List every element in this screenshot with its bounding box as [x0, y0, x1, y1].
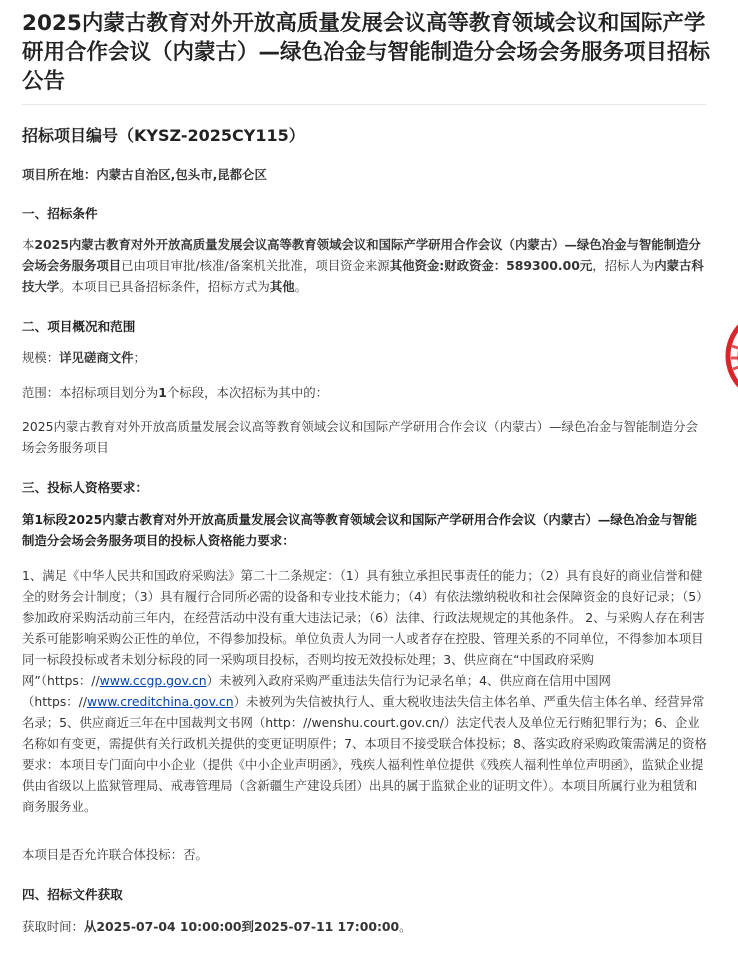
conditions-project-name: 2025内蒙古教育对外开放高质量发展会议高等教育领域会议和国际产学研用合作会议（内蒙古）—绿色冶金与智能制造分会场会务服务项目 — [22, 237, 701, 273]
section-heading-conditions: 一、招标条件 — [22, 206, 98, 221]
location-label: 项目所在地： — [22, 167, 97, 182]
announcement-page — [22, 0, 712, 934]
scope-prefix: 范围：本招标项目划分为 — [22, 385, 159, 400]
section-heading-documents: 四、招标文件获取 — [22, 887, 123, 902]
scale-label: 规模： — [22, 350, 60, 365]
time-end: 。 — [399, 919, 412, 934]
section-heading-qualifications: 三、投标人资格要求： — [22, 480, 148, 495]
location-value: 内蒙古自治区,包头市,昆都仑区 — [96, 167, 267, 182]
documents-time — [22, 916, 708, 937]
title-divider — [22, 104, 706, 105]
project-location — [22, 164, 708, 185]
red-seal-stamp-icon — [722, 306, 738, 406]
page-title: 2025内蒙古教育对外开放高质量发展会议高等教育领域会议和国际产学研用合作会议（内蒙古）—绿色冶金与智能制造分会场会务服务项目招标公告 — [22, 11, 711, 94]
scope-count: 1 — [158, 385, 167, 400]
scale-end: ； — [133, 350, 146, 365]
conditions-approval-text: 已由项目审批/核准/备案机关批准，项目资金来源 — [121, 258, 390, 273]
overview-scale — [22, 347, 708, 368]
conditions-prefix: 本 — [22, 237, 35, 252]
requirements-part-1: 1、满足《中华人民共和国政府采购法》第二十二条规定：（1）具有独立承担民事责任的能力；（2）具有良好的商业信誉和健全的财务会计制度；（3）具有履行合同所必需的设备和专业技术能力；（4）有依法缴纳税收和社会保障资金的良好记录；（5）参加政府采购活动前三年内，在经营活动中没有重大违法记录；（6）法律、行政法规规定的其他条件。 2、与采购人存在利害关系可能影响采购公正性的单位，不得参加投标。单位负责人为同一人或者存在控股、管理关系的不同单位，不得参加本项目同一标段投标或者未划分标段的同一采购项目投标，否则均按无效投标处理；3、供应商在“中国政府采购网”（https：// — [22, 568, 705, 688]
conditions-fund-source: 其他资金:财政资金：589300.00元 — [389, 258, 593, 273]
creditchina-link[interactable]: www.creditchina.gov.cn — [87, 694, 234, 709]
overview-scope — [22, 382, 708, 403]
consortium-note: 本项目是否允许联合体投标：否。 — [22, 847, 208, 862]
qualifications-subheading: 第1标段2025内蒙古教育对外开放高质量发展会议高等教育领域会议和国际产学研用合作会议（内蒙古）—绿色冶金与智能制造分会场会务服务项目的投标人资格能力要求： — [22, 512, 698, 548]
time-label: 获取时间： — [22, 919, 84, 934]
conditions-method-label: 。本项目已具备招标条件，招标方式为 — [59, 279, 270, 294]
conditions-method: 其他 — [269, 279, 295, 294]
ccgp-link[interactable]: www.ccgp.gov.cn — [99, 673, 207, 688]
qualifications-requirements — [22, 565, 708, 817]
conditions-end: 。 — [294, 279, 307, 294]
project-number: 招标项目编号（KYSZ-2025CY115） — [22, 126, 305, 145]
requirements-part-3: ）未被列为失信被执行人、重大税收违法失信主体名单、严重失信主体名单、经营异常名录；5、供应商近三年在中国裁判文书网（http：//wenshu.court.gov.cn/）法定代表人及单位无行贿犯罪行为；6、企业名称如有变更，需提供有关行政机关提供的变更证明原件；7、本项目不接受联合体投标；8、落实政府采购政策需满足的资格要求：本项目专门面向中小企业（提供《中小企业声明函》，残疾人福利性单位提供《残疾人福利性单位声明函》，监狱企业提供由省级以上监狱管理局、戒毒管理局（含新疆生产建设兵团）出具的属于监狱企业的证明文件）。本项目所属行业为租赁和商务服务业。 — [22, 694, 707, 814]
conditions-tenderer: 内蒙古科技大学 — [22, 258, 704, 294]
conditions-paragraph — [22, 234, 708, 297]
requirements-part-2: ）未被列入政府采购严重违法失信行为记录名单；4、供应商在信用中国网（https：// — [22, 673, 611, 709]
scope-suffix: 个标段，本次招标为其中的： — [166, 385, 328, 400]
time-value: 从2025-07-04 10:00:00到2025-07-11 17:00:00 — [83, 919, 400, 934]
section-heading-overview: 二、项目概况和范围 — [22, 319, 136, 334]
scale-value: 详见磋商文件 — [59, 350, 134, 365]
overview-project-name: 2025内蒙古教育对外开放高质量发展会议高等教育领域会议和国际产学研用合作会议（内蒙古）—绿色冶金与智能制造分会场会务服务项目 — [22, 419, 698, 455]
conditions-tenderer-label: ，招标人为 — [592, 258, 655, 273]
